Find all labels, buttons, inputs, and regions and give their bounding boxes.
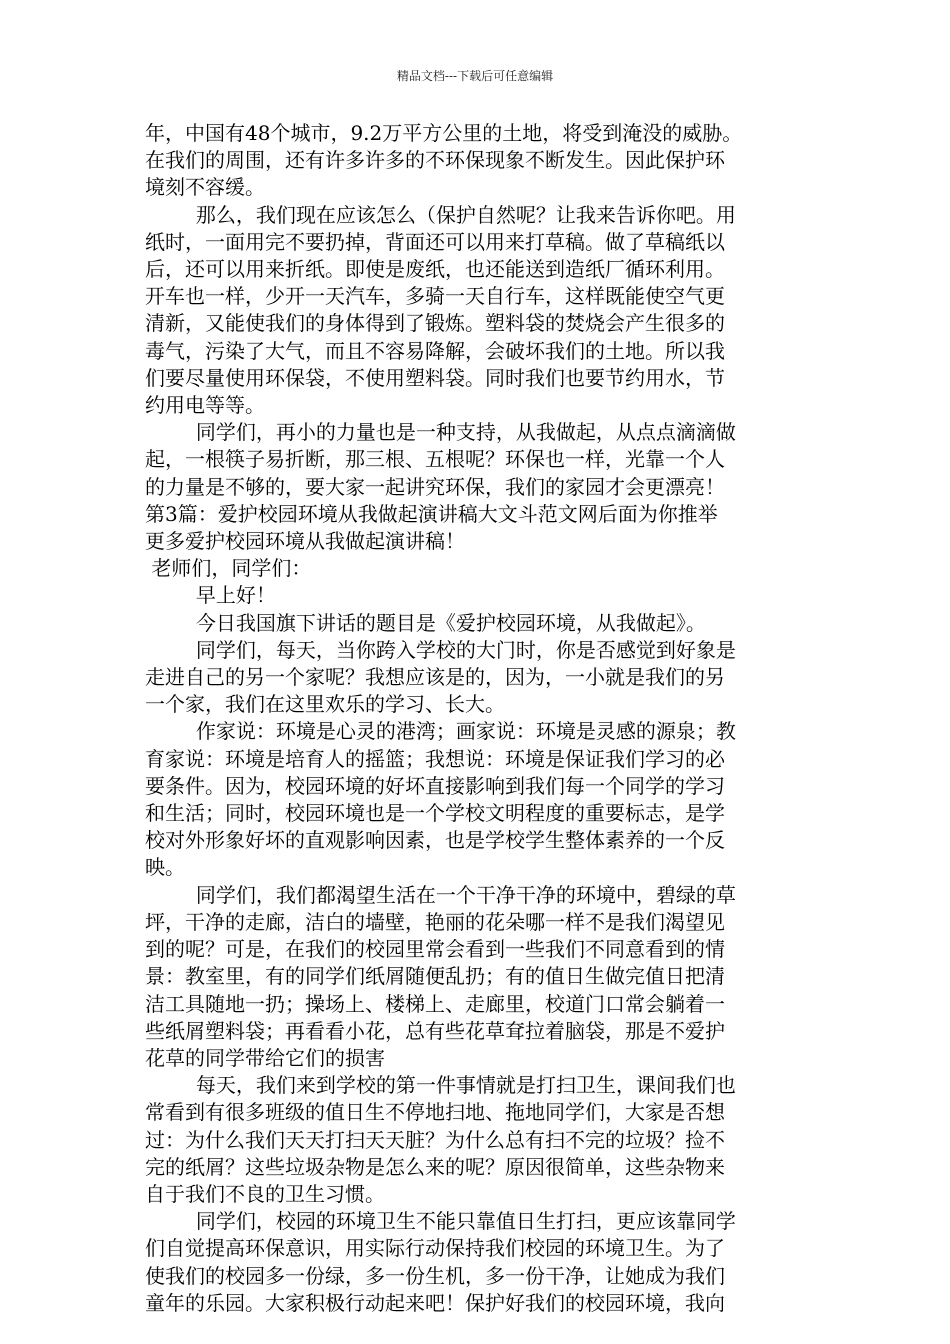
text-line: 第3篇：爱护校园环境从我做起演讲稿大文斗范文网后面为你推举	[145, 501, 718, 526]
text-line: 过：为什么我们天天打扫天天脏？为什么总有扫不完的垃圾？捡不	[145, 1127, 725, 1152]
paragraph	[145, 1072, 810, 1208]
text-line: 更多爱护校园环境从我做起演讲稿！	[145, 529, 465, 554]
document-body	[145, 120, 810, 1317]
text-line: 校对外形象好坏的直观影响因素，也是学校学生整体素养的一个反	[145, 828, 725, 853]
text-line: 同学们，校园的环境卫生不能只靠值日生打扫，更应该靠同学	[145, 1209, 736, 1234]
text-line: 景：教室里，有的同学们纸屑随便乱扔；有的值日生做完值日把清	[145, 964, 725, 989]
text-line: 年，中国有48个城市，9.2万平方公里的土地，将受到淹没的威胁。	[145, 121, 743, 145]
text-line: 使我们的校园多一份绿，多一份生机，多一份干净，让她成为我们	[145, 1263, 725, 1288]
text-line: 自于我们不良的卫生习惯。	[145, 1181, 385, 1206]
text-line: 一个家，我们在这里欢乐的学习、长大。	[145, 692, 505, 717]
text-line: 同学们，每天，当你跨入学校的大门时，你是否感觉到好象是	[145, 637, 736, 662]
text-line: 在我们的周围，还有许多许多的不环保现象不断发生。因此保护环	[145, 148, 725, 173]
text-line: 约用电等等。	[145, 393, 265, 418]
text-line: 境刻不容缓。	[145, 175, 265, 200]
text-line: 洁工具随地一扔；操场上、楼梯上、走廊里，校道门口常会躺着一	[145, 991, 725, 1016]
text-line: 早上好！	[145, 583, 276, 608]
paragraph	[145, 555, 810, 582]
paragraph	[145, 882, 810, 1072]
text-line: 完的纸屑？这些垃圾杂物是怎么来的呢？原因很简单，这些杂物来	[145, 1154, 725, 1179]
text-line: 映。	[145, 855, 185, 880]
text-line: 纸时，一面用完不要扔掉，背面还可以用来打草稿。做了草稿纸以	[145, 229, 725, 254]
text-line: 老师们，同学们：	[145, 556, 312, 581]
text-line: 们要尽量使用环保袋，不使用塑料袋。同时我们也要节约用水，节	[145, 365, 725, 390]
text-line: 每天，我们来到学校的第一件事情就是打扫卫生，课间我们也	[145, 1073, 736, 1098]
text-line: 同学们，再小的力量也是一种支持，从我做起，从点点滴滴做	[145, 420, 736, 445]
text-line: 今日我国旗下讲话的题目是《爱护校园环境，从我做起》。	[145, 610, 706, 635]
text-line: 些纸屑塑料袋；再看看小花，总有些花草耷拉着脑袋，那是不爱护	[145, 1018, 725, 1043]
text-line: 童年的乐园。大家积极行动起来吧！保护好我们的校园环境，我向	[145, 1290, 725, 1315]
text-line: 要条件。因为，校园环境的好坏直接影响到我们每一个同学的学习	[145, 773, 725, 798]
text-line: 开车也一样，少开一天汽车，多骑一天自行车，这样既能使空气更	[145, 284, 725, 309]
paragraph	[145, 1208, 810, 1317]
text-line: 那么，我们现在应该怎么（保护自然呢？让我来告诉你吧。用	[145, 202, 736, 227]
text-line: 常看到有很多班级的值日生不停地扫地、拖地同学们，大家是否想	[145, 1100, 725, 1125]
text-line: 到的呢？可是，在我们的校园里常会看到一些我们不同意看到的情	[145, 937, 725, 962]
paragraph	[145, 120, 810, 202]
text-line: 走进自己的另一个家呢？我想应该是的，因为，一小就是我们的另	[145, 665, 725, 690]
text-line: 的力量是不够的，要大家一起讲究环保，我们的家园才会更漂亮！	[145, 474, 725, 499]
paragraph	[145, 419, 810, 555]
paragraph	[145, 610, 810, 637]
paragraph	[145, 582, 810, 609]
text-line: 清新，又能使我们的身体得到了锻炼。塑料袋的焚烧会产生很多的	[145, 311, 725, 336]
text-line: 们自觉提高环保意识，用实际行动保持我们校园的环境卫生。为了	[145, 1236, 725, 1261]
text-line: 花草的同学带给它们的损害	[145, 1045, 385, 1070]
paragraph	[145, 718, 810, 881]
paragraph	[145, 202, 810, 420]
text-line: 育家说：环境是培育人的摇篮；我想说：环境是保证我们学习的必	[145, 746, 725, 771]
text-line: 作家说：环境是心灵的港湾；画家说：环境是灵感的源泉；教	[145, 719, 736, 744]
text-line: 坪，干净的走廊，洁白的墙壁，艳丽的花朵哪一样不是我们渴望见	[145, 909, 725, 934]
paragraph	[145, 637, 810, 719]
text-line: 和生活；同时，校园环境也是一个学校文明程度的重要标志，是学	[145, 801, 725, 826]
page-header: 精品文档---下载后可任意编辑	[396, 69, 554, 83]
text-line: 同学们，我们都渴望生活在一个干净干净的环境中，碧绿的草	[145, 882, 736, 907]
text-line: 后，还可以用来折纸。即使是废纸，也还能送到造纸厂循环利用。	[145, 257, 725, 282]
text-line: 起，一根筷子易折断，那三根、五根呢？环保也一样，光靠一个人	[145, 447, 725, 472]
text-line: 毒气，污染了大气，而且不容易降解，会破坏我们的土地。所以我	[145, 338, 725, 363]
